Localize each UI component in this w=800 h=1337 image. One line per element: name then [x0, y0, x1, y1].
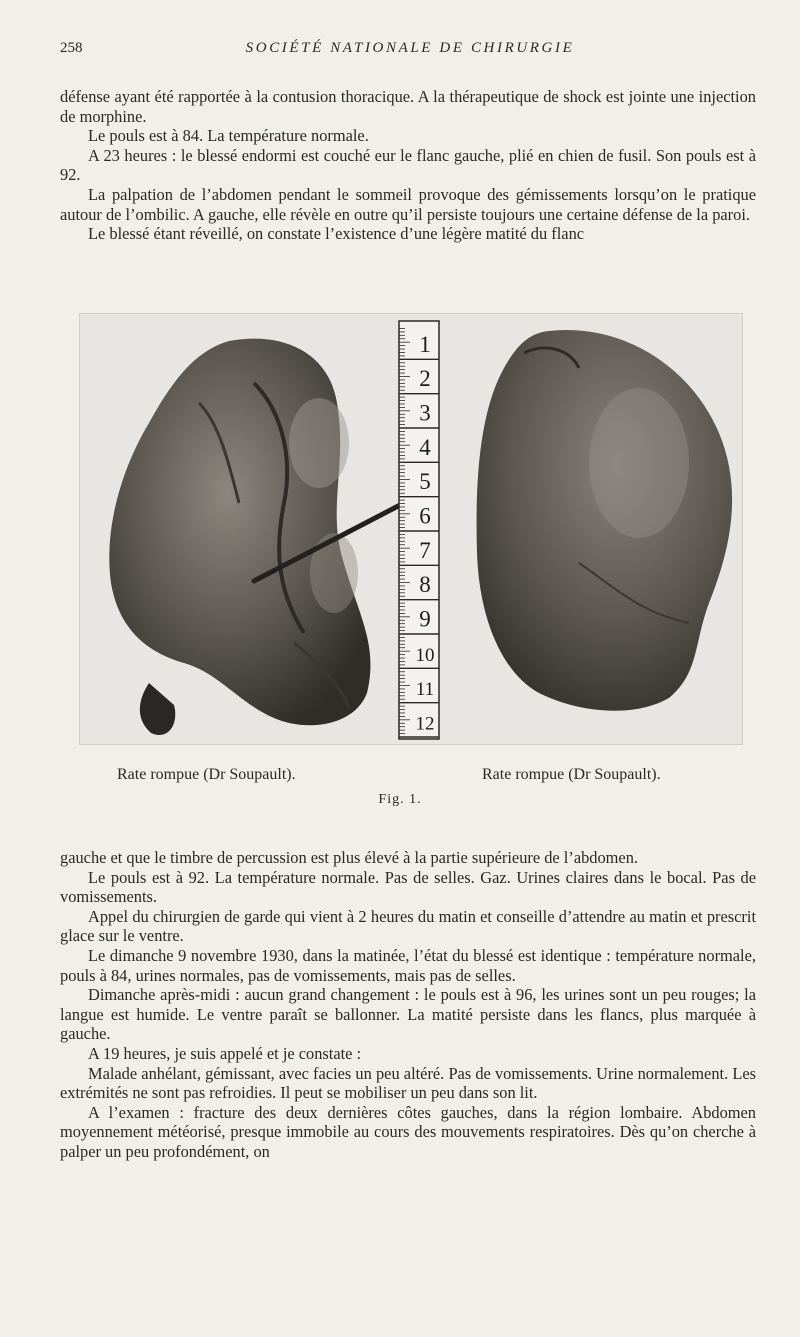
ruler-number-label: 12 [415, 713, 435, 735]
measuring-ruler [399, 321, 439, 739]
ruler-number-label: 3 [419, 400, 431, 426]
paragraph: La palpation de l’abdomen pendant le sommeil provoque des gémissements lorsqu’on le pratique autour de l’ombilic. A gauche, elle révèle en outre qu’il persiste toujours une certaine défense de la paroi. [60, 184, 756, 224]
paragraph: gauche et que le timbre de percussion est plus élevé à la partie supérieure de l’abdomen. [60, 848, 638, 867]
ruler-number-label: 8 [419, 572, 431, 598]
bottom-text-block [60, 848, 756, 1162]
ruler-number-label: 7 [419, 537, 431, 563]
caption-left: Rate rompue (Dr Soupault). [117, 766, 296, 783]
ruler-number-label: 1 [419, 331, 431, 357]
figure-label: Fig. 1. [378, 792, 422, 807]
ruler-number-label: 4 [419, 434, 431, 460]
paragraph: Le pouls est à 84. La température normale. [88, 126, 369, 146]
journal-title: SOCIÉTÉ NATIONALE DE CHIRURGIE [245, 40, 575, 56]
specimen-photograph [79, 313, 743, 745]
ruler-number-label: 11 [415, 679, 435, 701]
running-header [60, 40, 760, 62]
page-number: 258 [60, 40, 83, 56]
ruler-number-label: 10 [415, 644, 435, 666]
paragraph: Le pouls est à 92. La température normale. Pas de selles. Gaz. Urines claires dans le bocal. Pas de vomissements. [60, 867, 756, 907]
paragraph: Le dimanche 9 novembre 1930, dans la matinée, l’état du blessé est identique : température normale, pouls à 84, urines normales, pas de vomissements, mais pas de selles. [60, 945, 756, 985]
top-text-block [60, 87, 756, 244]
paragraph: Le blessé étant réveillé, on constate l’existence d’une légère matité du flanc [88, 224, 585, 244]
ruler-number-label: 5 [419, 469, 431, 495]
paragraph: A 23 heures : le blessé endormi est couché eur le flanc gauche, plié en chien de fusil. Son pouls est à 92. [60, 145, 756, 185]
paragraph: Dimanche après-midi : aucun grand changement : le pouls est à 96, les urines sont un peu rouges; la langue est humide. Le ventre paraît se ballonner. La matité persiste dans les flancs, plus marquée à gauche. [60, 985, 756, 1044]
paragraph: Appel du chirurgien de garde qui vient à 2 heures du matin et conseille d’attendre au matin et prescrit glace sur le ventre. [60, 906, 756, 946]
paragraph: Malade anhélant, gémissant, avec facies un peu altéré. Pas de vomissements. Urine normalement. Les extrémités ne sont pas refroidies. Il peut se mobiliser un peu dans son lit. [60, 1063, 756, 1103]
paragraph: défense ayant été rapportée à la contusion thoracique. A la thérapeutique de shock est jointe une injection de morphine. [60, 87, 756, 126]
paragraph: A 19 heures, je suis appelé et je constate : [88, 1043, 362, 1063]
caption-right: Rate rompue (Dr Soupault). [482, 766, 661, 783]
ruler-number-label: 2 [419, 366, 431, 392]
ruler-number-label: 9 [419, 606, 431, 632]
paragraph: A l’examen : fracture des deux dernières côtes gauches, dans la région lombaire. Abdomen moyennement météorisé, presque immobile au cours des mouvements respiratoires. Dès qu’on cherche à palper un peu profondément, on [60, 1102, 756, 1161]
ruler-number-label: 6 [419, 503, 431, 529]
